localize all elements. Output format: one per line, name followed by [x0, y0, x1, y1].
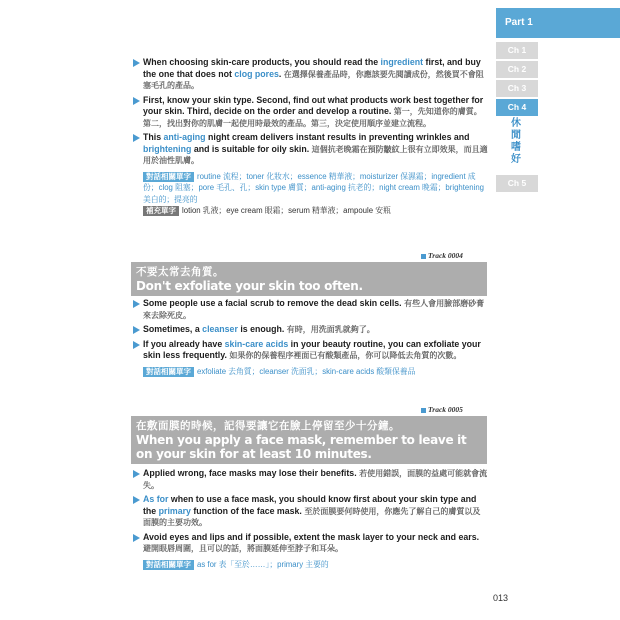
header-title-en: When you apply a face mask, remember to leave it on your skin for at least 10 minutes.	[136, 433, 467, 461]
sentence-en: If you already have skin-care acids in your beauty routine, you can exfoliate your skin less frequently. 如果你的保養程序裡面已有酸類產品，你可以降低去角質的次數。	[143, 338, 481, 360]
sentence-zh: 至於面膜要何時使用，你應先了解自己的膚質以及面膜的主要功效。	[143, 506, 481, 527]
arrow-bullet-icon	[133, 300, 140, 308]
vocab-tag: 對話相關單字	[143, 560, 194, 570]
sentence-en: Applied wrong, face masks may lose their benefits. 若使用錯誤，面膜的益處可能就會流失。	[143, 468, 488, 490]
section-header	[131, 416, 487, 464]
extra-vocab-tag: 補充單字	[143, 206, 179, 216]
vocab-box	[143, 171, 488, 217]
part-tab[interactable]: Part 1	[496, 8, 620, 38]
tab-ch5[interactable]: Ch 5	[496, 175, 538, 192]
vocab-box	[143, 559, 488, 571]
page-number: 013	[493, 593, 509, 603]
list-item	[133, 324, 488, 336]
sentence-zh: 第一，先知道你的膚質。第二，找出對你的肌膚一起使用時最效的產品。第三，決定使用順序並建立流程。	[143, 107, 482, 128]
sentence-en: As for when to use a face mask, you should know first about your skin type and the primary function of the face mask. 至於面膜要何時使用，你應先了解自己的膚質以及面膜的主要功效。	[143, 494, 481, 527]
sentence-en: Some people use a facial scrub to remove the dead skin cells. 有些人會用臉部磨砂膏來去除死皮。	[143, 298, 485, 320]
arrow-bullet-icon	[133, 534, 140, 542]
vocab-tag: 對話相關單字	[143, 172, 194, 182]
arrow-bullet-icon	[133, 470, 140, 478]
header-title-zh: 不要太常去角質。	[136, 266, 224, 278]
sentence-zh: 這個抗老晚霜在預防皺紋上很有立即效果，而且適用於油性肌膚。	[143, 144, 488, 165]
sentence-en: First, know your skin type. Second, find out what products work best together for your skin. Third, decide on the order and develop a routine. 第一，先知道你的膚質。第二，找出對你的肌膚一起使用時最效的產品。第三，決定使用順序並建立流程。	[143, 94, 484, 128]
list-item	[133, 339, 488, 362]
vocab-text: as for 表「至於……」；primary 主要的	[197, 559, 329, 569]
vocab-tag: 對話相關單字	[143, 367, 194, 377]
arrow-bullet-icon	[133, 341, 140, 349]
arrow-bullet-icon	[133, 97, 140, 105]
extra-vocab-text: lotion 乳液；eye cream 眼霜；serum 精華液；ampoule 安瓶	[182, 206, 391, 215]
section-header	[131, 262, 487, 296]
header-title-en: Don't exfoliate your skin too often.	[136, 279, 363, 293]
arrow-bullet-icon	[133, 59, 140, 67]
sentence-en: When choosing skin-care products, you should read the ingredient first, and buy the one that does not clog pores. 在選擇保養產品時，你應該要先閱讀成份，然後買不會阻塞毛孔的產品。	[143, 57, 484, 90]
active-chapter-title: 休 閒 嗜 好	[511, 118, 521, 165]
tab-ch4[interactable]: Ch 4	[496, 99, 538, 116]
list-item	[133, 57, 488, 92]
section-exfoliate	[133, 298, 488, 381]
tab-ch3[interactable]: Ch 3	[496, 80, 538, 97]
sentence-zh: 如果你的保養程序裡面已有酸類產品，你可以降低去角質的次數。	[229, 351, 462, 360]
tab-ch1[interactable]: Ch 1	[496, 42, 538, 59]
sentence-zh: 有時，用洗面乳就夠了。	[286, 325, 375, 334]
section-face-mask	[133, 468, 488, 574]
arrow-bullet-icon	[133, 134, 140, 142]
sentence-zh: 有些人會用臉部磨砂膏來去除死皮。	[143, 299, 485, 320]
list-item	[133, 494, 488, 529]
arrow-bullet-icon	[133, 496, 140, 504]
speaker-icon	[421, 254, 426, 259]
sentence-en: Sometimes, a cleanser is enough. 有時，用洗面乳就夠了。	[143, 324, 375, 334]
vocab-box	[143, 366, 488, 378]
sentence-zh: 在選擇保養產品時，你應該要先閱讀成份，然後買不會阻塞毛孔的產品。	[143, 69, 484, 90]
vocab-text: exfoliate 去角質；cleanser 洗面乳；skin-care acids 酸類保養品	[197, 366, 416, 376]
header-title-zh: 在敷面膜的時候，記得要讓它在臉上停留至少十分鐘。	[136, 420, 400, 432]
track-label[interactable]: Track 0005	[421, 405, 463, 414]
list-item	[133, 468, 488, 491]
sentence-en: This anti-aging night cream delivers instant results in preventing wrinkles and brightening and is suitable for oily skin. 這個抗老晚霜在預防皺紋上很有立即效果，而且適用於油性肌膚。	[143, 132, 488, 165]
list-item	[133, 95, 488, 130]
list-item	[133, 132, 488, 167]
list-item	[133, 532, 488, 555]
vocab-text: routine 流程；toner 化妝水；essence 精華液；moisturizer 保濕霜；ingredient 成份；clog 阻塞；pore 毛孔、孔；skin type 膚質；anti-aging 抗老的；night cream 晚霜；brightening 美白的；提亮的	[143, 171, 485, 204]
arrow-bullet-icon	[133, 326, 140, 334]
list-item	[133, 298, 488, 321]
sentence-zh: 若使用錯誤，面膜的益處可能就會流失。	[143, 469, 488, 490]
tab-ch2[interactable]: Ch 2	[496, 61, 538, 78]
track-label[interactable]: Track 0004	[421, 251, 463, 260]
section-skin-care	[133, 57, 488, 221]
sentence-en: Avoid eyes and lips and if possible, extent the mask layer to your neck and ears. 避開眼唇周圍，且可以的話，將面膜延伸至脖子和耳朵。	[143, 531, 480, 553]
speaker-icon	[421, 408, 426, 413]
sentence-zh: 避開眼唇周圍，且可以的話，將面膜延伸至脖子和耳朵。	[143, 544, 343, 553]
